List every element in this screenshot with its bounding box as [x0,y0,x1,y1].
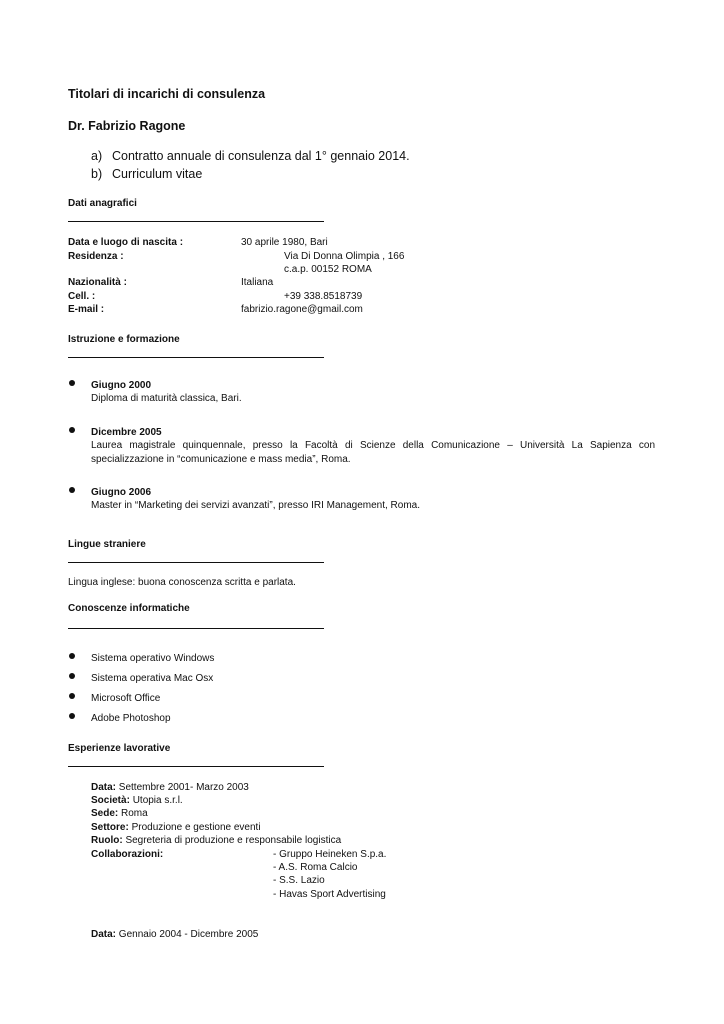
collab-item: - Havas Sport Advertising [273,889,386,900]
skill-item: Sistema operativo Windows [91,653,215,664]
bullet-icon [69,713,75,719]
value-email: fabrizio.ragone@gmail.com [241,304,363,315]
bullet-icon [69,380,75,386]
section-heading-lingue: Lingue straniere [68,539,146,550]
label-nazionalita: Nazionalità : [68,277,127,288]
label-email: E-mail : [68,304,105,315]
section-divider [68,628,324,629]
job-data: Data: Settembre 2001- Marzo 2003 [91,782,249,793]
list-marker-a: a) [91,149,103,163]
skill-item: Adobe Photoshop [91,713,171,724]
value-residenza: Via Di Donna Olimpia , 166 [284,251,405,262]
bullet-icon [69,487,75,493]
section-heading-anagrafici: Dati anagrafici [68,198,137,209]
value-cap: c.a.p. 00152 ROMA [284,264,372,275]
bullet-icon [69,673,75,679]
job-settore: Settore: Produzione e gestione eventi [91,822,261,833]
job-sede: Sede: Roma [91,808,148,819]
skill-item: Microsoft Office [91,693,161,704]
document-title: Titolari di incarichi di consulenza [68,87,266,101]
section-divider [68,357,324,358]
list-item-contratto: Contratto annuale di consulenza dal 1° gennaio 2014. [112,149,410,163]
list-marker-b: b) [91,167,103,181]
person-name: Dr. Fabrizio Ragone [68,119,186,133]
edu-desc-2006: Master in “Marketing dei servizi avanzati”, presso IRI Management, Roma. [91,500,421,511]
edu-date-2000: Giugno 2000 [91,380,152,391]
bullet-icon [69,653,75,659]
bullet-icon [69,693,75,699]
skill-item: Sistema operativa Mac Osx [91,673,214,684]
value-nascita: 30 aprile 1980, Bari [241,237,328,248]
edu-desc-2005-line2: specializzazione in “comunicazione e mass media”, Roma. [91,454,351,465]
edu-date-2005: Dicembre 2005 [91,427,162,438]
section-heading-informatica: Conoscenze informatiche [68,603,190,614]
label-nascita: Data e luogo di nascita : [68,237,184,248]
bullet-icon [69,427,75,433]
lingue-text: Lingua inglese: buona conoscenza scritta e parlata. [68,577,296,588]
job-ruolo: Ruolo: Segreteria di produzione e responsabile logistica [91,835,342,846]
value-cell: +39 338.8518739 [284,291,363,302]
section-divider [68,766,324,767]
job2-data: Data: Gennaio 2004 - Dicembre 2005 [91,929,259,940]
label-cell: Cell. : [68,291,96,302]
value-nazionalita: Italiana [241,277,274,288]
job-societa: Società: Utopia s.r.l. [91,795,183,806]
edu-desc-2000: Diploma di maturità classica, Bari. [91,393,242,404]
job-collab-label: Collaborazioni: [91,849,164,860]
section-divider [68,562,324,563]
label-residenza: Residenza : [68,251,124,262]
section-heading-esperienze: Esperienze lavorative [68,743,171,754]
collab-item: - A.S. Roma Calcio [273,862,358,873]
section-divider [68,221,324,222]
edu-desc-2005-line1: Laurea magistrale quinquennale, presso la Facoltà di Scienze della Comunicazione – Università La Sapienza con [91,440,655,451]
section-heading-istruzione: Istruzione e formazione [68,334,180,345]
collab-item: - S.S. Lazio [273,875,325,886]
edu-date-2006: Giugno 2006 [91,487,152,498]
list-item-curriculum: Curriculum vitae [112,167,203,181]
collab-item: - Gruppo Heineken S.p.a. [273,849,387,860]
